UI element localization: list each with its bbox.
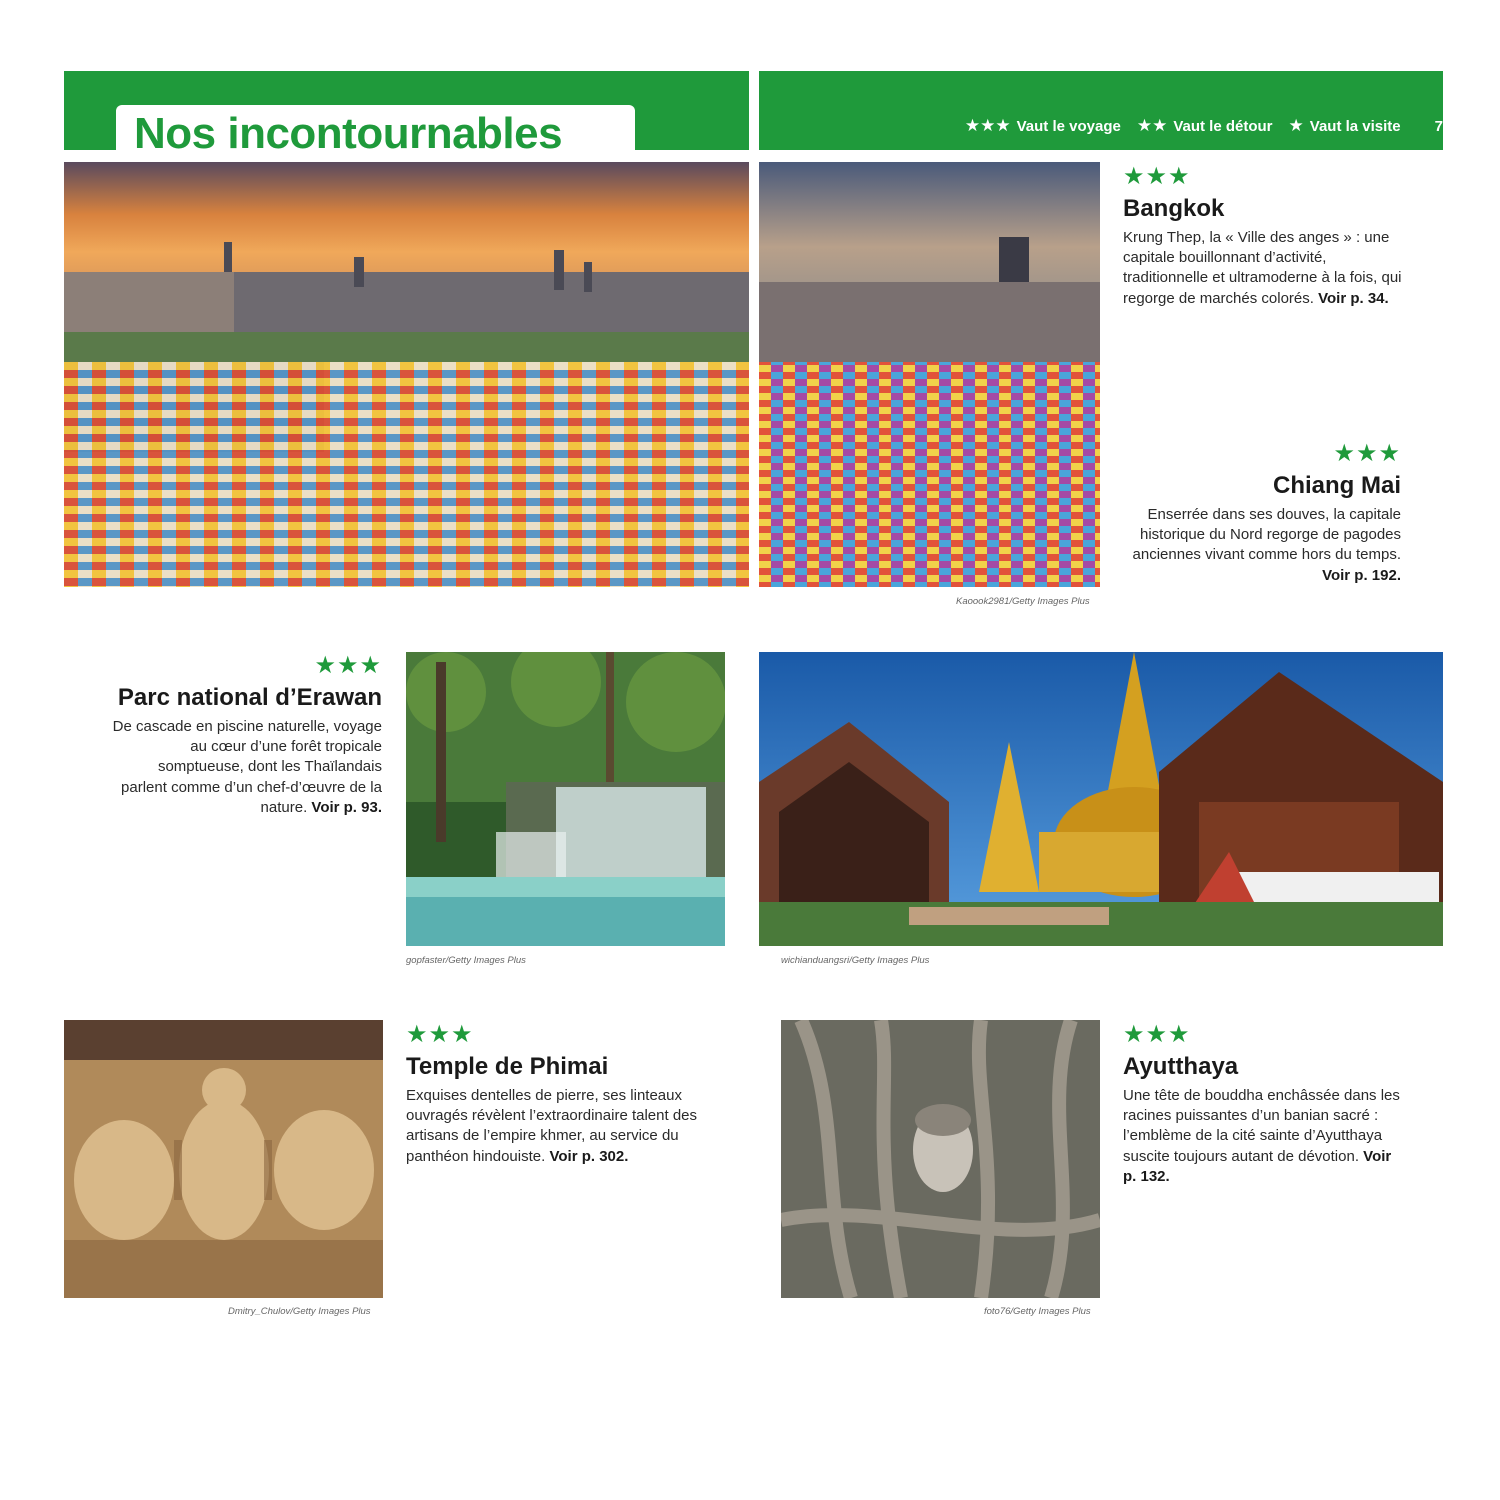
article-phimai — [406, 1022, 716, 1167]
article-body: Une tête de bouddha enchâssée dans les racines puissantes d’un banian sacré : l’emblème de la cité sainte d’Ayutthaya suscite toujours autant de dévotion. Voir p. 132. — [1123, 1087, 1400, 1185]
photo-credit: gopfaster/Getty Images Plus — [406, 955, 526, 966]
bangkok-market-photo-right — [759, 162, 1100, 587]
article-title: Parc national d’Erawan — [117, 684, 382, 711]
article-chiang-mai — [1110, 441, 1401, 586]
star-icon: ★★★ — [964, 116, 1011, 135]
page-number: 7 — [1434, 117, 1443, 135]
rating-stars-icon: ★★★ — [1123, 1021, 1191, 1048]
rating-stars-icon: ★★★ — [1123, 163, 1191, 190]
erawan-waterfall-photo — [406, 652, 725, 946]
article-body: Enserrée dans ses douves, la capitale historique du Nord regorge de pagodes anciennes vivant comme hors du temps. Voir p. 192. — [1132, 506, 1401, 584]
legend-item-3 — [965, 116, 1121, 136]
page-ref: Voir p. 34. — [1318, 289, 1389, 307]
article-erawan — [108, 653, 382, 818]
rating-stars-icon: ★★★ — [406, 1021, 474, 1048]
article-title: Temple de Phimai — [406, 1053, 609, 1080]
legend-label: Vaut la visite — [1309, 117, 1401, 135]
page-ref: Voir p. 132. — [1123, 1147, 1392, 1185]
photo-credit: Kaoook2981/Getty Images Plus — [956, 596, 1090, 607]
rating-legend — [965, 116, 1443, 136]
legend-label: Vaut le détour — [1173, 117, 1273, 135]
article-body: De cascade en piscine naturelle, voyage au cœur d’une forêt tropicale somptueuse, dont les Thaïlandais parlent comme d’un chef-d’œuvre de la nature. Voir p. 93. — [112, 718, 382, 816]
page-ref: Voir p. 93. — [311, 798, 382, 816]
legend-label: Vaut le voyage — [1016, 117, 1121, 135]
photo-credit: foto76/Getty Images Plus — [984, 1306, 1091, 1317]
rating-stars-icon: ★★★ — [1333, 440, 1401, 467]
star-icon: ★ — [1288, 116, 1304, 135]
legend-item-1 — [1289, 116, 1401, 136]
star-icon: ★★ — [1136, 116, 1168, 135]
bangkok-market-photo-left — [64, 162, 749, 587]
page-ref: Voir p. 302. — [549, 1147, 629, 1165]
header-bar-right — [759, 71, 1443, 150]
article-title: Bangkok — [1123, 195, 1225, 222]
page-ref: Voir p. 192. — [1322, 566, 1401, 584]
article-bangkok — [1123, 164, 1403, 309]
legend-item-2 — [1137, 116, 1273, 136]
ayutthaya-buddha-head-photo — [781, 1020, 1100, 1298]
article-title: Chiang Mai — [1272, 472, 1401, 499]
article-body: Exquises dentelles de pierre, ses linteaux ouvragés révèlent l’extraordinaire talent des artisans de l’empire khmer, au service du panthéon hindouiste. Voir p. 302. — [406, 1087, 697, 1165]
photo-credit: Dmitry_Chulov/Getty Images Plus — [228, 1306, 371, 1317]
rating-stars-icon: ★★★ — [314, 652, 382, 679]
page-title: Nos incontournables — [134, 109, 563, 158]
article-title: Ayutthaya — [1123, 1053, 1239, 1080]
article-ayutthaya — [1123, 1022, 1408, 1187]
chiang-mai-temple-photo — [759, 652, 1443, 946]
photo-credit: wichianduangsri/Getty Images Plus — [781, 955, 930, 966]
phimai-lintel-photo — [64, 1020, 383, 1298]
article-body: Krung Thep, la « Ville des anges » : une capitale bouillonnant d’activité, traditionnelle et ultramoderne à la fois, qui regorge de marchés colorés. Voir p. 34. — [1123, 229, 1402, 307]
